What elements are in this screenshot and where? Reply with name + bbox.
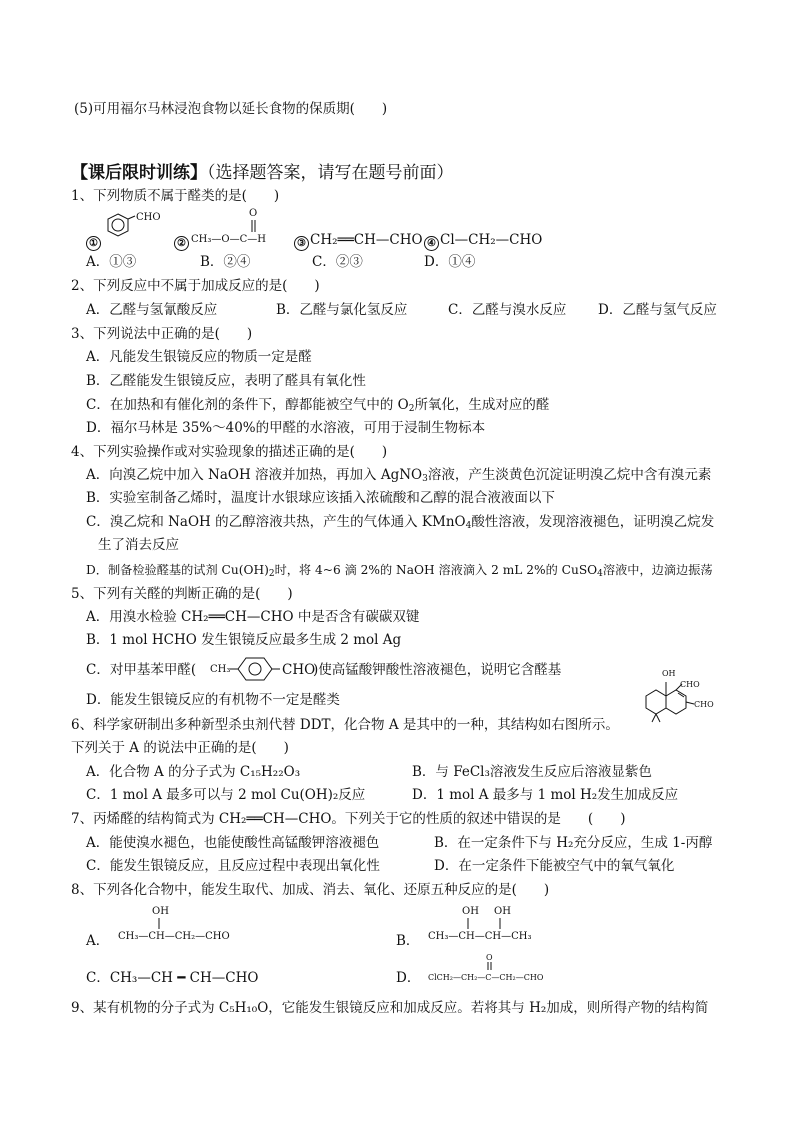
q7-choice-a: A．能使溴水褪色，也能使酸性高锰酸钾溶液褪色 [86,835,380,851]
q3-choice-c [86,396,549,414]
circled-number: ① [86,236,101,251]
q4-d-part1: D．制备检验醛基的试剂 Cu(OH) [86,563,269,577]
q7-choice-b: B．在一定条件下与 H₂充分反应，生成 1-丙醇 [434,835,713,851]
q8-b-oh1: OH [462,906,479,917]
q4-choice-a [86,466,711,484]
aromatic-circle [112,219,124,231]
q8-a-oh: OH [152,906,169,917]
q8-b-oh2: OH [494,906,511,917]
subscript: 3 [422,474,428,484]
q5-stem: 5、下列有关醛的判断正确的是( ) [71,586,293,602]
q1-s2-oxygen: O [249,208,258,219]
q1-option-3 [294,231,423,251]
q3-choice-d: D．福尔马林是 35%～40%的甲醛的水溶液，可用于浸制生物标本 [86,420,486,436]
double-bond-icon [487,962,493,971]
q9-stem: 9、某有机物的分子式为 C₅H₁₀O，它能发生银镜反应和加成反应。若将其与 H₂加成，则所得产物的结构简 [71,1000,709,1016]
benzene-ring [108,214,128,236]
q8-choice-c: C．CH₃—CH ━ CH—CHO [86,970,259,986]
q5-choice-a: A．用溴水检验 CH₂══CH—CHO 中是否含有碳碳双键 [86,609,420,625]
subscript: 4 [465,521,472,531]
q3-stem: 3、下列说法中正确的是( ) [71,326,253,342]
compound-a-cho2: CHO [694,700,714,709]
q4-c-part1: C．溴乙烷和 NaOH 的乙醇溶液共热，产生的气体通入 KMnO [86,514,466,530]
q8-b-chain: CH₃—CH—CH—CH₃ [428,931,532,942]
q2-choice-b: B．乙醛与氯化氢反应 [276,302,408,318]
circled-number: ④ [424,236,439,251]
q5-cho: CHO [282,662,316,678]
q2-choice-a: A．乙醛与氢氰酸反应 [86,302,218,318]
heading-note: （选择题答案，请写在题号前面） [207,163,454,183]
q3-c-part1: C．在加热和有催化剂的条件下，醇都能被空气中的 O [86,397,409,413]
heading-title: 【课后限时训练】 [71,163,207,183]
q5-choice-c-rest: )使高锰酸钾酸性溶液褪色，说明它含醛基 [313,662,562,678]
q4-c-part2: 酸性溶液，发现溶液褪色，证明溴乙烷发 [471,514,715,530]
q2-choice-c: C．乙醛与溴水反应 [448,302,567,318]
q5-choice-b: B．1 mol HCHO 发生银镜反应最多生成 2 mol Ag [86,632,402,648]
aromatic-circle [249,663,261,675]
q8-choice-d-label: D． [396,970,421,986]
q1-option-2 [174,231,190,251]
ring-left [646,690,666,714]
q4-a-part1: A．向溴乙烷中加入 NaOH 溶液并加热，再加入 AgNO [86,467,423,483]
q5-choice-c: C．对甲基苯甲醛( [86,662,197,678]
q6-choice-d: D．1 mol A 最多与 1 mol H₂发生加成反应 [412,787,679,803]
lead-line: (5)可用福尔马林浸泡食物以延长食物的保质期( ) [74,101,388,117]
q6-choice-a: A．化合物 A 的分子式为 C₁₅H₂₂O₃ [86,764,301,780]
subscript: 4 [597,569,603,579]
q1-s3-formula: CH₂══CH—CHO [310,232,423,248]
q8-a-chain: CH₃—CH—CH₂—CHO [118,931,230,942]
benzene-ring [238,658,272,680]
subscript: 2 [408,404,415,414]
q4-choice-c-cont: 生了消去反应 [98,537,179,553]
bond [128,216,135,219]
q8-d-chain: ClCH₂—CH₂—C—CH₂—CHO [428,973,544,982]
q4-d-part2: 时，将 4~6 滴 2%的 NaOH 溶液滴入 2 mL 2%的 CuSO [274,563,598,577]
q4-choice-d [86,561,713,579]
q1-choice-c: C．②③ [312,254,363,270]
q1-s1-group: CHO [136,212,161,223]
double-bond-icon [251,220,257,234]
bond-line [158,918,162,930]
q4-a-part2: 溶液，产生淡黄色沉淀证明溴乙烷中含有溴元素 [427,467,712,483]
q7-choice-d: D．在一定条件下能被空气中的氧气氧化 [434,858,675,874]
ring-right [666,690,686,714]
q7-stem: 7、丙烯醛的结构简式为 CH₂══CH—CHO。下列关于它的性质的叙述中错误的是 ( ) [71,811,626,827]
q1-s4-formula: Cl—CH₂—CHO [440,232,543,248]
q6-stem2: 下列关于 A 的说法中正确的是( ) [71,740,289,756]
q3-choice-b: B．乙醛能发生银镜反应，表明了醛具有氧化性 [86,373,366,389]
q1-choice-b: B．②④ [200,254,251,270]
circled-number: ② [174,236,189,251]
circled-number: ③ [294,236,309,251]
q4-choice-c [86,513,714,531]
compound-a-oh: OH [662,669,676,678]
q4-choice-b: B．实验室制备乙烯时，温度计水银球应该插入浓硫酸和乙醇的混合液液面以下 [86,490,555,506]
q1-stem: 1、下列物质不属于醛类的是( ) [71,188,280,204]
q6-choice-c: C．1 mol A 最多可以与 2 mol Cu(OH)₂反应 [86,787,366,803]
q4-d-part3: 溶液中，边滴边振荡 [602,563,713,577]
q1-choice-d: D．①④ [424,254,476,270]
q1-choice-a: A．①③ [86,254,137,270]
q1-option-1 [86,231,102,251]
q2-stem: 2、下列反应中不属于加成反应的是( ) [71,278,320,294]
section-heading [71,162,454,184]
q8-choice-a-label: A． [86,933,110,949]
q6-stem: 6、科学家研制出多种新型杀虫剂代替 DDT，化合物 A 是其中的一种，其结构如右图所示。 [71,717,619,733]
q6-choice-b: B．与 FeCl₃溶液发生反应后溶液显紫色 [412,764,652,780]
subscript: 2 [268,569,275,579]
toluene-ring-icon [230,654,290,684]
q2-choice-d: D．乙醛与氢气反应 [598,302,717,318]
bond-lines [467,918,507,930]
q8-d-oxygen: O [486,953,493,962]
q8-choice-b-label: B． [396,933,420,949]
q4-stem: 4、下列实验操作或对实验现象的描述正确的是( ) [71,444,388,460]
q3-choice-a: A．凡能发生银镜反应的物质一定是醛 [86,349,312,365]
compound-a-cho1: CHO [680,680,700,689]
q1-s2-formula: CH₃—O—C—H [191,234,266,245]
q7-choice-c: C．能发生银镜反应，且反应过程中表现出氧化性 [86,858,380,874]
q1-option-4 [424,231,542,251]
q8-stem: 8、下列各化合物中，能发生取代、加成、消去、氧化、还原五种反应的是( ) [71,882,550,898]
q5-ch3: CH₃ [210,664,231,675]
q3-c-part2: 所氧化，生成对应的醛 [414,397,550,413]
q5-choice-d: D．能发生银镜反应的有机物不一定是醛类 [86,692,340,708]
